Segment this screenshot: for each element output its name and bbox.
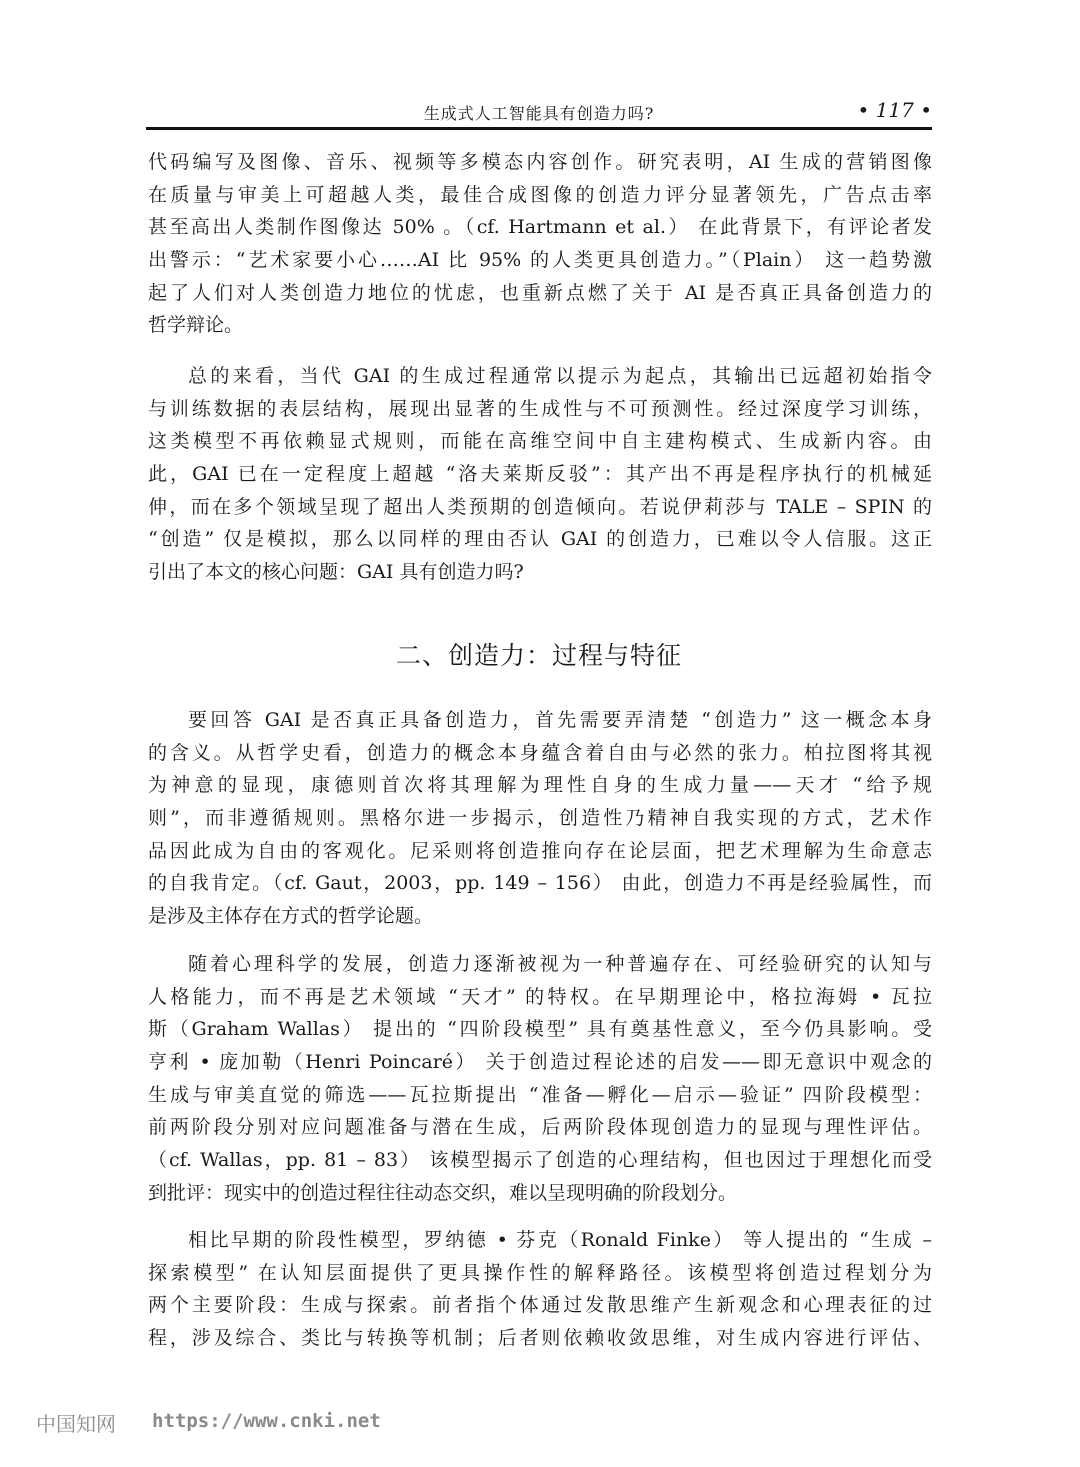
section-heading: 二、创造力：过程与特征 [395,641,682,670]
text-line: 品因此成为自由的客观化。尼采则将创造推向存在论层面，把艺术理解为生命意志 [148,839,932,862]
text-line: 哲学辩论。 [148,314,244,337]
running-title: 生成式人工智能具有创造力吗? [423,104,655,123]
paragraph [148,948,932,1210]
text-line: 生成与审美直觉的筛选——瓦拉斯提出 “准备—孵化—启示—验证” 四阶段模型： [148,1083,932,1106]
text-line: 两个主要阶段：生成与探索。前者指个体通过发散思维产生新观念和心理表征的过 [148,1294,932,1317]
paragraph [148,704,932,933]
text-line: 的自我肯定。（cf. Gaut，2003，pp. 149 – 156） 由此，创造力不再是经验属性，而 [148,872,932,895]
text-line: 相比早期的阶段性模型，罗纳德 • 芬克（Ronald Finke） 等人提出的 “生成 – [188,1229,932,1251]
watermark-url[interactable]: https://www.cnki.net [152,1410,381,1432]
text-line: 前两阶段分别对应问题准备与潜在生成，后两阶段体现创造力的显现与理性评估。 [148,1116,932,1139]
text-line: 伸，而在多个领域呈现了超出人类预期的创造倾向。若说伊莉莎与 TALE – SPIN 的 [148,495,932,518]
paragraph [148,146,932,342]
text-line: 出警示：“艺术家要小心……AI 比 95% 的人类更具创造力。”（Plain） 这一趋势激 [148,249,932,272]
watermark-site-name: 中国知网 [36,1412,116,1436]
text-line: 的含义。从哲学史看，创造力的概念本身蕴含着自由与必然的张力。柏拉图将其视 [148,741,932,764]
paragraph [148,1224,932,1355]
text-line: 亨利 • 庞加勒（Henri Poincaré） 关于创造过程论述的启发——即无意识中观念的 [148,1051,932,1074]
text-line: 起了人们对人类创造力地位的忧虑，也重新点燃了关于 AI 是否真正具备创造力的 [148,281,932,304]
page-number: • 117 • [857,98,932,122]
text-line: 这类模型不再依赖显式规则，而能在高维空间中自主建构模式、生成新内容。由 [148,430,932,453]
text-line: 程，涉及综合、类比与转换等机制；后者则依赖收敛思维，对生成内容进行评估、 [148,1327,932,1350]
text-line: 为神意的显现，康德则首次将其理解为理性自身的生成力量——天才 “给予规 [148,774,932,797]
text-line: 代码编写及图像、音乐、视频等多模态内容创作。研究表明，AI 生成的营销图像 [148,151,932,173]
text-line: 在质量与审美上可超越人类，最佳合成图像的创造力评分显著领先，广告点击率 [148,183,932,206]
text-line: 与训练数据的表层结构，展现出显著的生成性与不可预测性。经过深度学习训练， [148,397,932,420]
text-line: 探索模型” 在认知层面提供了更具操作性的解释路径。该模型将创造过程划分为 [148,1261,932,1284]
text-line: 斯（Graham Wallas） 提出的 “四阶段模型” 具有奠基性意义，至今仍具影响。受 [148,1018,932,1041]
text-line: “创造” 仅是模拟，那么以同样的理由否认 GAI 的创造力，已难以令人信服。这正 [148,528,932,551]
header-rule [146,127,932,130]
text-line: 此，GAI 已在一定程度上超越 “洛夫莱斯反驳”：其产出不再是程序执行的机械延 [148,463,932,486]
text-line: 到批评：现实中的创造过程往往动态交织，难以呈现明确的阶段划分。 [148,1181,738,1204]
paragraph [148,360,932,589]
text-line: 则”，而非遵循规则。黑格尔进一步揭示，创造性乃精神自我实现的方式，艺术作 [148,807,932,830]
text-line: 引出了本文的核心问题：GAI 具有创造力吗? [148,561,524,584]
text-line: 随着心理科学的发展，创造力逐渐被视为一种普遍存在、可经验研究的认知与 [188,953,932,975]
text-line: 总的来看，当代 GAI 的生成过程通常以提示为起点，其输出已远超初始指令 [188,365,932,387]
text-line: 要回答 GAI 是否真正具备创造力，首先需要弄清楚 “创造力” 这一概念本身 [188,709,932,731]
text-line: 是涉及主体存在方式的哲学论题。 [148,905,434,928]
text-line: 甚至高出人类制作图像达 50% 。（cf. Hartmann et al.） 在此背景下，有评论者发 [148,216,932,239]
text-line: 人格能力，而不再是艺术领域 “天才” 的特权。在早期理论中，格拉海姆 • 瓦拉 [148,985,932,1008]
text-line: （cf. Wallas，pp. 81 – 83） 该模型揭示了创造的心理结构，但也因过于理想化而受 [148,1149,932,1172]
